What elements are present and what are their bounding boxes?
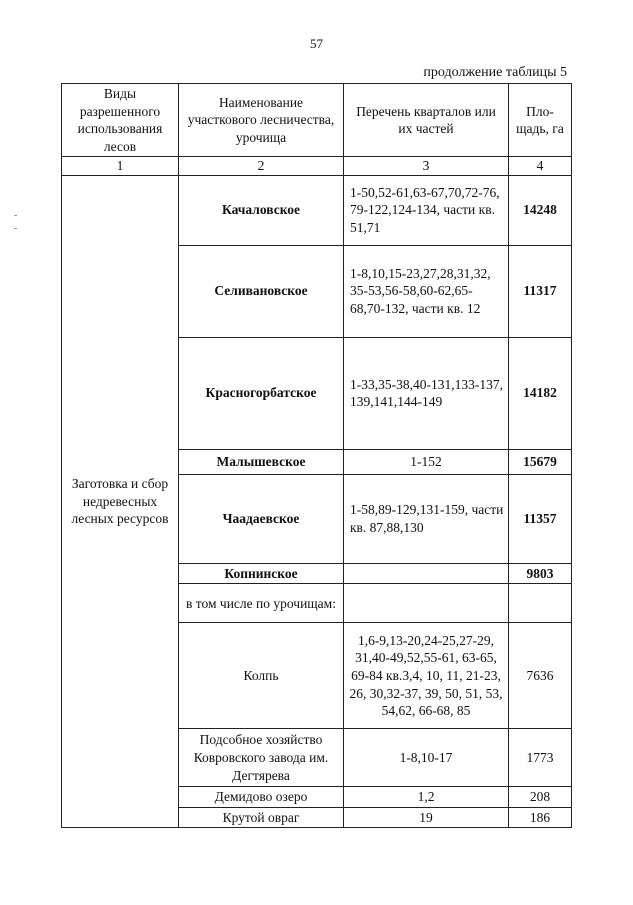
area-cell: 1773 [509,729,572,787]
forestry-name-cell: Качаловское [179,175,344,245]
forestry-name-cell: Селивановское [179,245,344,337]
area-cell: 11357 [509,474,572,563]
quarters-cell [344,563,509,584]
column-number: 2 [179,157,344,176]
header-use-type: Виды разрешенного использования лесов [62,84,179,157]
quarters-cell [344,584,509,623]
tract-name-cell: Колпь [179,623,344,729]
subgroup-note-cell: в том числе по урочищам: [179,584,344,623]
area-cell: 7636 [509,623,572,729]
header-forestry-name: Наименование участкового лесничества, урочища [179,84,344,157]
area-cell: 14182 [509,337,572,449]
forestry-name-cell: Малышевское [179,449,344,474]
forest-use-table [61,83,572,828]
column-number-row [62,157,572,176]
area-cell: 9803 [509,563,572,584]
margin-mark [14,228,17,229]
quarters-cell: 1-8,10-17 [344,729,509,787]
area-cell: 14248 [509,175,572,245]
header-quarters-list: Перечень кварталов или их частей [344,84,509,157]
area-cell: 11317 [509,245,572,337]
margin-mark [14,215,17,216]
table-header-row [62,84,572,157]
forestry-name-cell: Красногорбатское [179,337,344,449]
table-row [62,175,572,245]
quarters-cell: 1-33,35-38,40-131,133-137, 139,141,144-149 [344,337,509,449]
quarters-cell: 1-8,10,15-23,27,28,31,32, 35-53,56-58,60-62,65-68,70-132, части кв. 12 [344,245,509,337]
quarters-cell: 19 [344,807,509,828]
area-cell: 208 [509,787,572,808]
quarters-cell: 1-50,52-61,63-67,70,72-76, 79-122,124-134, части кв. 51,71 [344,175,509,245]
forestry-name-cell: Копнинское [179,563,344,584]
area-cell [509,584,572,623]
tract-name-cell: Крутой овраг [179,807,344,828]
quarters-cell: 1-58,89-129,131-159, части кв. 87,88,130 [344,474,509,563]
quarters-cell: 1,2 [344,787,509,808]
quarters-cell: 1,6-9,13-20,24-25,27-29, 31,40-49,52,55-61, 63-65, 69-84 кв.3,4, 10, 11, 21-23, 26, 30,32-37, 39, 50, 51, 53, 54,62, 66-68, 85 [344,623,509,729]
use-type-cell: Заготовка и сбор недревесных лесных ресурсов [62,175,179,828]
header-area: Пло-щадь, га [509,84,572,157]
column-number: 4 [509,157,572,176]
area-cell: 186 [509,807,572,828]
forestry-name-cell: Чаадаевское [179,474,344,563]
quarters-cell: 1-152 [344,449,509,474]
column-number: 3 [344,157,509,176]
tract-name-cell: Подсобное хозяйство Ковровского завода им. Дегтярева [179,729,344,787]
table-continuation-label: продолжение таблицы 5 [423,65,567,80]
tract-name-cell: Демидово озеро [179,787,344,808]
column-number: 1 [62,157,179,176]
area-cell: 15679 [509,449,572,474]
page-number: 57 [310,36,323,51]
